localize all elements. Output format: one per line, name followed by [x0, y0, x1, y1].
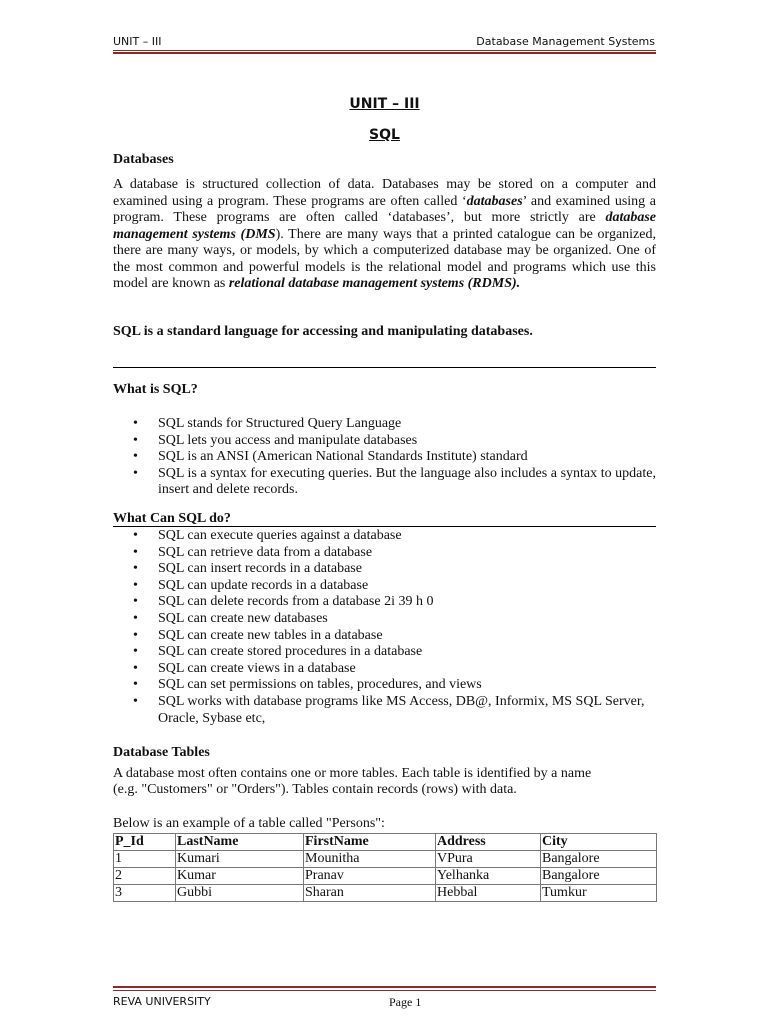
what-is-sql-heading: What is SQL? — [113, 382, 198, 397]
table-cell: 3 — [114, 885, 176, 902]
persons-table — [113, 833, 657, 902]
list-item: • SQL can create views in a database — [133, 660, 356, 676]
sql-statement: SQL is a standard language for accessing and manipulating databases. — [113, 324, 533, 339]
table-cell: Bangalore — [541, 851, 657, 868]
databases-term: databases — [466, 193, 523, 209]
what-is-sql-list — [113, 416, 656, 499]
heading-underline — [113, 526, 656, 527]
list-item: • SQL can insert records in a database — [133, 561, 362, 577]
databases-heading: Databases — [113, 152, 174, 167]
list-item: • SQL can create new databases — [133, 610, 328, 626]
table-cell: Gubbi — [176, 885, 304, 902]
header-rule — [113, 50, 656, 51]
footer-rule — [113, 990, 656, 991]
header-rule-thick — [113, 52, 656, 54]
table-row — [114, 868, 657, 885]
table-cell: VPura — [436, 851, 541, 868]
table-intro: Below is an example of a table called "Persons": — [113, 816, 385, 831]
column-header: FirstName — [304, 834, 436, 851]
footer-university: REVA UNIVERSITY — [113, 995, 211, 1008]
table-cell: Pranav — [304, 868, 436, 885]
table-cell: Mounitha — [304, 851, 436, 868]
list-item: • SQL stands for Structured Query Language — [133, 416, 402, 431]
column-header: City — [541, 834, 657, 851]
databases-text-2: ’ and examined using a program. These programs are often called ‘databases’, but more strictly are — [113, 193, 657, 225]
table-header-row — [114, 834, 657, 851]
list-item: • SQL can delete records from a database 2i 39 h 0 — [133, 594, 434, 610]
list-item: • SQL can update records in a database — [133, 577, 369, 593]
databases-text-3: ). There are many ways that a printed catalogue can be organized, there are many ways, or models, by which a computerized database may be organized. One of the most common and powerful models is the relational model and programs which use this model are known as — [113, 226, 656, 291]
footer-rule-thick — [113, 986, 656, 988]
table-cell: 2 — [114, 868, 176, 885]
list-item: • SQL lets you access and manipulate databases — [133, 432, 418, 448]
database-tables-line-2: (e.g. "Customers" or "Orders"). Tables contain records (rows) with data. — [113, 782, 517, 797]
table-cell: Hebbal — [436, 885, 541, 902]
table-row — [114, 851, 657, 868]
what-can-sql-do-list — [113, 528, 656, 727]
topic-title: SQL — [369, 127, 400, 143]
table-cell: Kumari — [176, 851, 304, 868]
table-cell: Tumkur — [541, 885, 657, 902]
databases-text-1: A database is structured collection of data. Databases may be stored on a computer and examined using a program. These programs are often called ‘ — [113, 177, 656, 209]
table-cell: Kumar — [176, 868, 304, 885]
table-cell: 1 — [114, 851, 176, 868]
list-item: • SQL can create stored procedures in a database — [133, 644, 423, 660]
column-header: LastName — [176, 834, 304, 851]
footer-page-number: Page 1 — [389, 995, 422, 1009]
header-unit-label: UNIT – III — [113, 35, 162, 48]
list-item: • SQL works with database programs like MS Access, DB@, Informix, MS SQL Server, Oracle, Sybase etc, — [133, 693, 645, 726]
database-tables-heading: Database Tables — [113, 745, 210, 760]
unit-title: UNIT – III — [349, 96, 420, 112]
list-item: • SQL can execute queries against a database — [133, 528, 402, 543]
table-cell: Yelhanka — [436, 868, 541, 885]
list-item: • SQL can create new tables in a database — [133, 627, 383, 643]
column-header: Address — [436, 834, 541, 851]
list-item: • SQL is an ANSI (American National Standards Institute) standard — [133, 449, 528, 465]
list-item: • SQL can retrieve data from a database — [133, 544, 373, 560]
column-header: P_Id — [114, 834, 176, 851]
table-cell: Bangalore — [541, 868, 657, 885]
what-can-sql-do-heading: What Can SQL do? — [113, 511, 231, 526]
table-cell: Sharan — [304, 885, 436, 902]
section-divider — [113, 367, 656, 368]
rdms-term: relational database management systems (RDMS). — [228, 276, 521, 291]
database-tables-line-1: A database most often contains one or more tables. Each table is identified by a name — [113, 766, 592, 781]
databases-paragraph — [113, 177, 656, 293]
header-course-title: Database Management Systems — [476, 35, 655, 48]
list-item: • SQL can set permissions on tables, procedures, and views — [133, 677, 482, 693]
table-row — [114, 885, 657, 902]
dms-term: database management systems (DMS — [113, 210, 656, 242]
list-item: • SQL is a syntax for executing queries. But the language also includes a syntax to update, insert and delete records. — [133, 465, 656, 498]
